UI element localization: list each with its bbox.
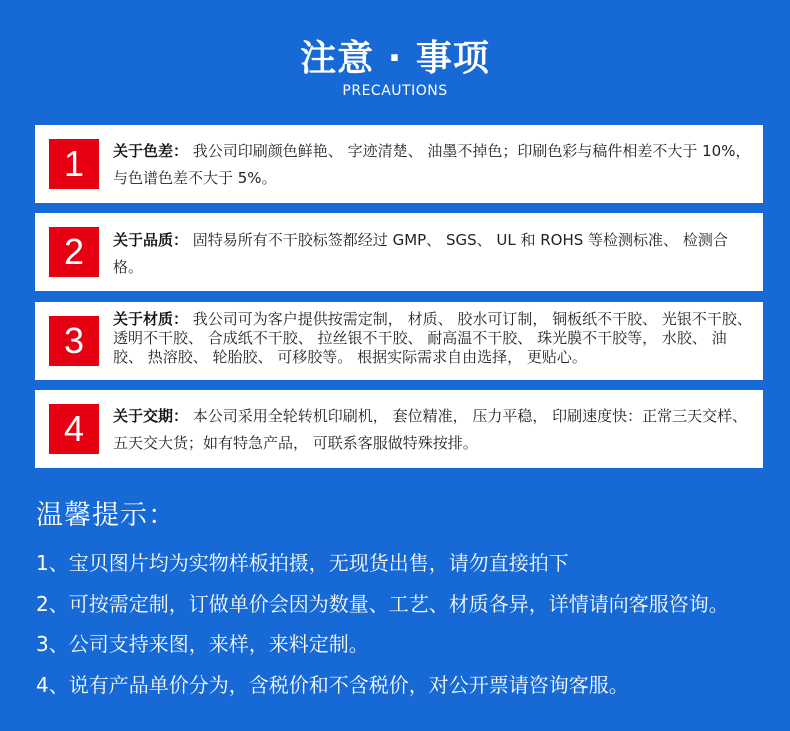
tip-item: 1、宝贝图片均为实物样板拍摄，无现货出售，请勿直接拍下 xyxy=(36,551,569,575)
card-number-badge: 3 xyxy=(49,316,99,366)
card-number-badge: 4 xyxy=(49,404,99,454)
tip-item: 4、说有产品单价分为，含税价和不含税价，对公开票请咨询客服。 xyxy=(36,673,629,697)
card-body: 我公司可为客户提供按需定制， 材质、 胶水可订制， 铜板纸不干胶、 光银不干胶、 透明不干胶、 合成纸不干胶、 拉丝银不干胶、 耐高温不干胶、 珠光膜不干胶等， 水胶、 油胶、 热溶胶、 轮胎胶、 可移胶等。 根据实际需求自由选择， 更贴心。 xyxy=(113,310,752,366)
card-label: 关于材质： xyxy=(113,310,189,328)
tip-item: 3、公司支持来图，来样，来料定制。 xyxy=(36,632,369,656)
precaution-card-material xyxy=(35,302,763,380)
precaution-card-delivery xyxy=(35,390,763,468)
card-text xyxy=(113,138,753,192)
card-body: 本公司采用全轮转机印刷机， 套位精准， 压力平稳， 印刷速度快：正常三天交样、 五天交大货；如有特急产品， 可联系客服做特殊按排。 xyxy=(113,407,748,452)
card-text xyxy=(113,227,753,281)
card-number-badge: 2 xyxy=(49,227,99,277)
card-label: 关于交期： xyxy=(113,407,189,425)
card-body: 固特易所有不干胶标签都经过 GMP、 SGS、 UL 和 ROHS 等检测标准、 检测合格。 xyxy=(113,231,728,276)
card-label: 关于色差： xyxy=(113,142,189,160)
card-body: 我公司印刷颜色鲜艳、 字迹清楚、 油墨不掉色；印刷色彩与稿件相差不大于 10%， 与色谱色差不大于 5%。 xyxy=(113,142,751,187)
precaution-card-color xyxy=(35,125,763,203)
card-label: 关于品质： xyxy=(113,231,189,249)
card-number-badge: 1 xyxy=(49,139,99,189)
page-title: 注意 · 事项 xyxy=(300,38,490,79)
tips-title: 温馨提示： xyxy=(36,500,176,531)
page-subtitle: PRECAUTIONS xyxy=(342,83,448,99)
card-text xyxy=(113,403,753,457)
tip-item: 2、可按需定制，订做单价会因为数量、工艺、材质各异，详情请向客服咨询。 xyxy=(36,592,729,616)
precaution-card-quality xyxy=(35,213,763,291)
card-text xyxy=(113,310,753,367)
